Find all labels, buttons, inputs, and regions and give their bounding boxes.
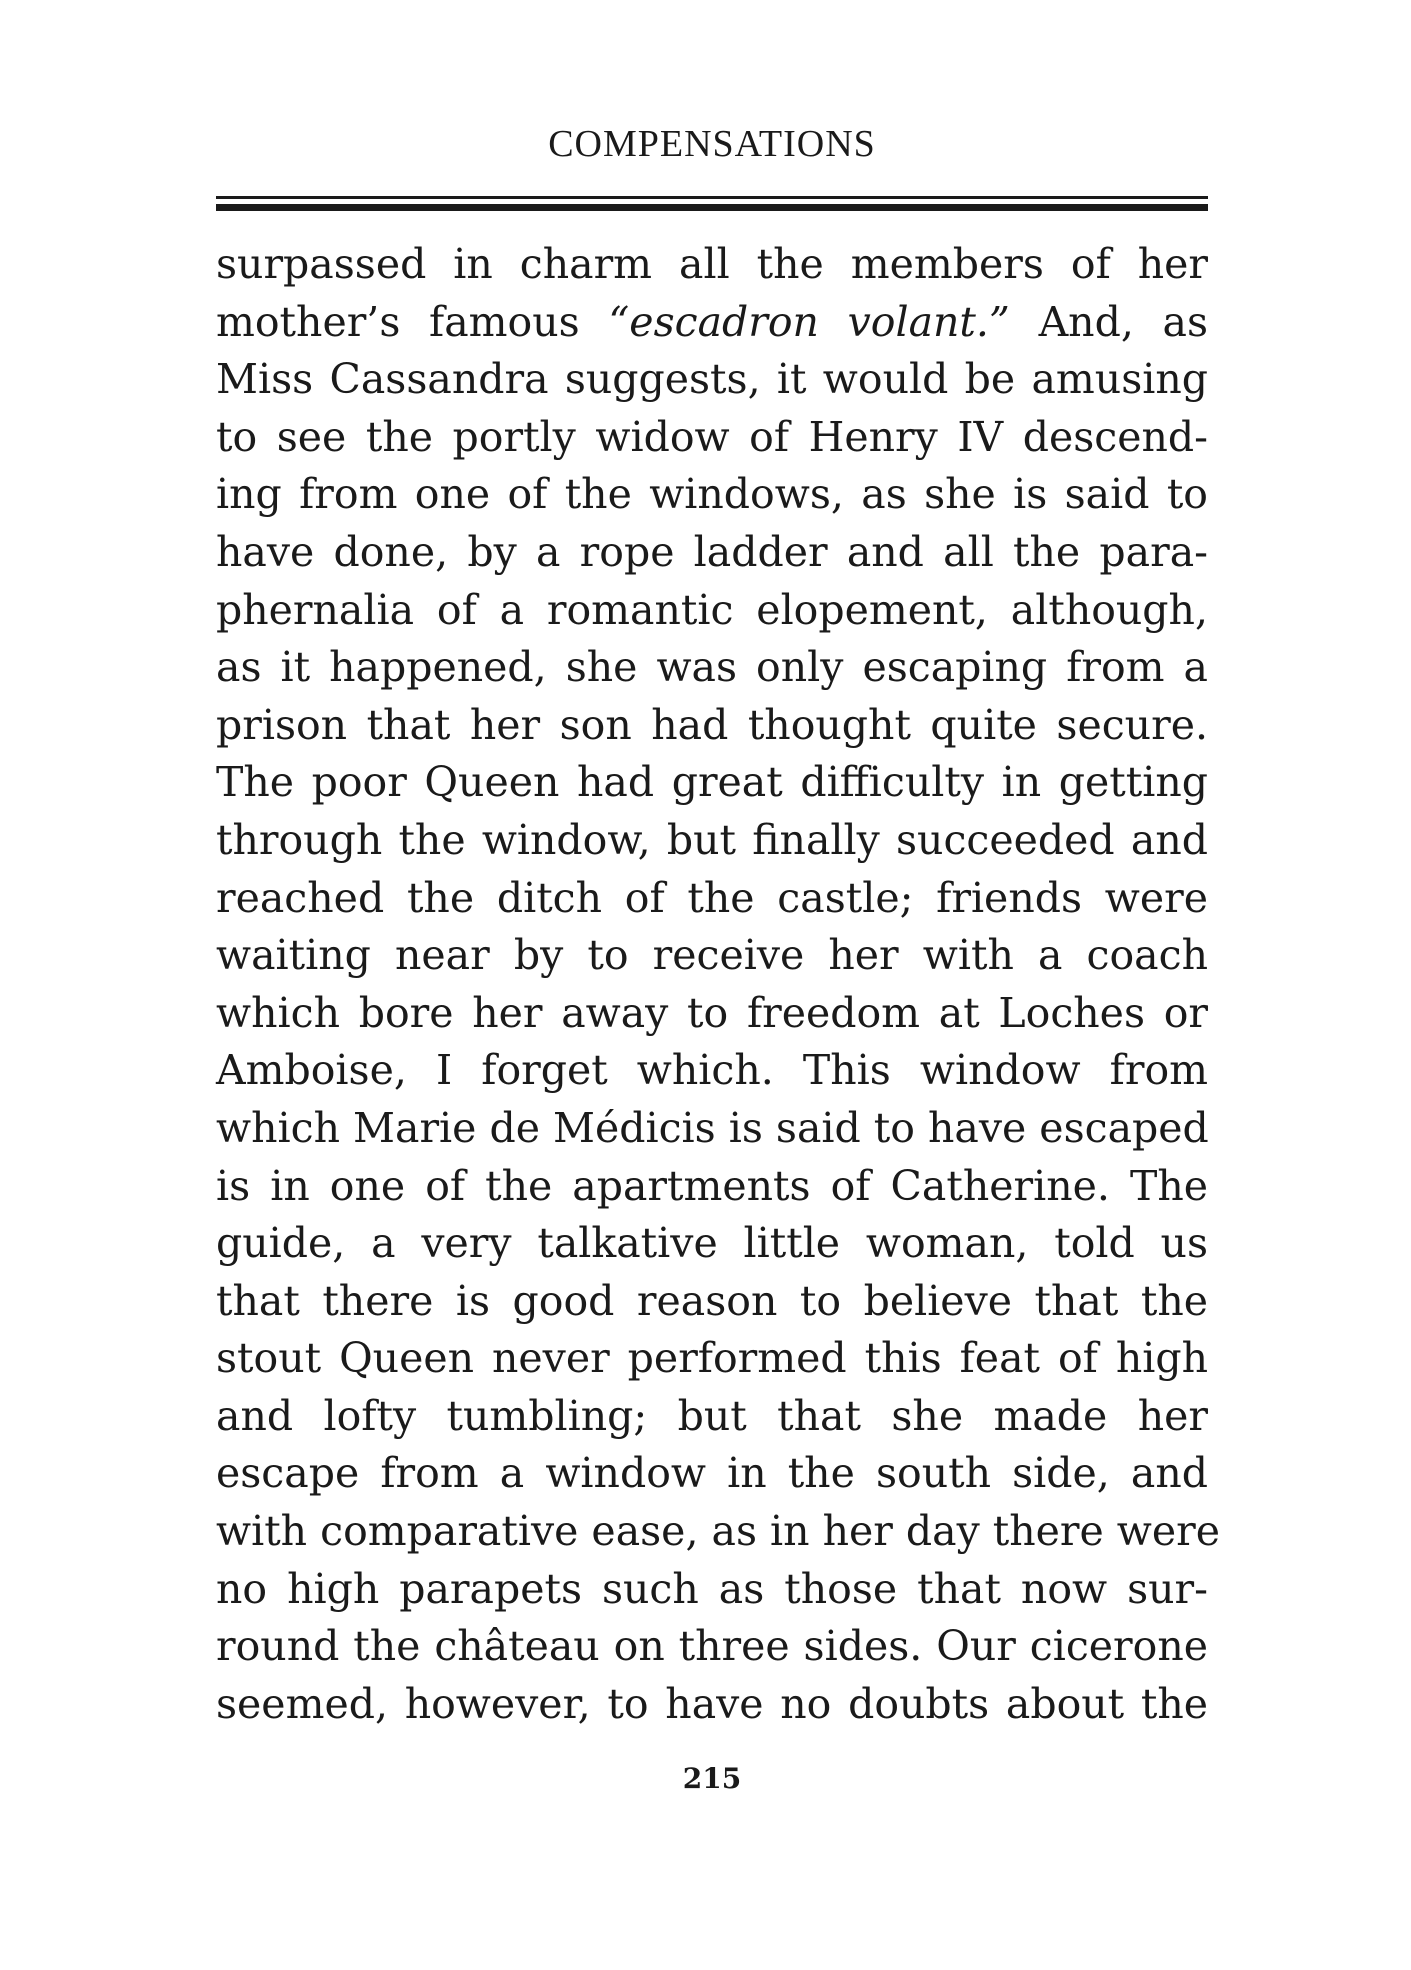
text-line-5: ing from one of the windows, as she is said to	[216, 470, 1208, 519]
body-text	[216, 236, 1221, 1733]
text-line-23: with comparative ease, as in her day there were	[216, 1507, 1221, 1556]
text-line-26: seemed, however, to have no doubts about the	[216, 1679, 1208, 1728]
text-line-3: Miss Cassandra suggests, it would be amusing	[216, 355, 1208, 404]
text-line-11: through the window, but finally succeeded and	[216, 815, 1208, 864]
text-line-19: that there is good reason to believe that the	[216, 1276, 1208, 1325]
text-line-10: The poor Queen had great difficulty in getting	[216, 758, 1208, 807]
italic-phrase: “escadron volant.”	[608, 297, 1010, 346]
header-rule-thick	[216, 204, 1208, 211]
text-line-7: phernalia of a romantic elopement, although,	[216, 585, 1208, 634]
text-line-6: have done, by a rope ladder and all the para-	[216, 527, 1208, 576]
text-line-13: waiting near by to receive her with a coach	[216, 931, 1208, 980]
text-line-1: surpassed in charm all the members of her	[216, 240, 1208, 288]
text-line-16: which Marie de Médicis is said to have escaped	[216, 1103, 1209, 1152]
running-head: COMPENSATIONS	[548, 123, 876, 165]
header-rule-thin	[216, 196, 1208, 199]
text-line-14: which bore her away to freedom at Loches or	[216, 988, 1208, 1037]
text-line-2	[216, 294, 1208, 352]
text-line-15: Amboise, I forget which. This window from	[216, 1046, 1208, 1095]
text-line-2-start: mother’s famous	[216, 297, 609, 346]
page-number: 215	[682, 1762, 742, 1795]
text-line-8: as it happened, she was only escaping from a	[216, 643, 1208, 692]
text-line-21: and lofty tumbling; but that she made her	[216, 1391, 1208, 1440]
text-line-4: to see the portly widow of Henry IV descend-	[216, 412, 1208, 461]
text-line-25: round the château on three sides. Our cicerone	[216, 1622, 1208, 1671]
text-line-20: stout Queen never performed this feat of high	[216, 1334, 1208, 1383]
text-line-12: reached the ditch of the castle; friends were	[216, 873, 1208, 922]
text-line-22: escape from a window in the south side, and	[216, 1449, 1208, 1498]
text-line-9: prison that her son had thought quite secure.	[216, 700, 1208, 749]
text-line-2-end: And, as	[1009, 297, 1209, 346]
text-line-24: no high parapets such as those that now sur-	[216, 1564, 1208, 1613]
text-line-17: is in one of the apartments of Catherine. The	[216, 1161, 1208, 1210]
text-line-18: guide, a very talkative little woman, told us	[216, 1219, 1208, 1268]
